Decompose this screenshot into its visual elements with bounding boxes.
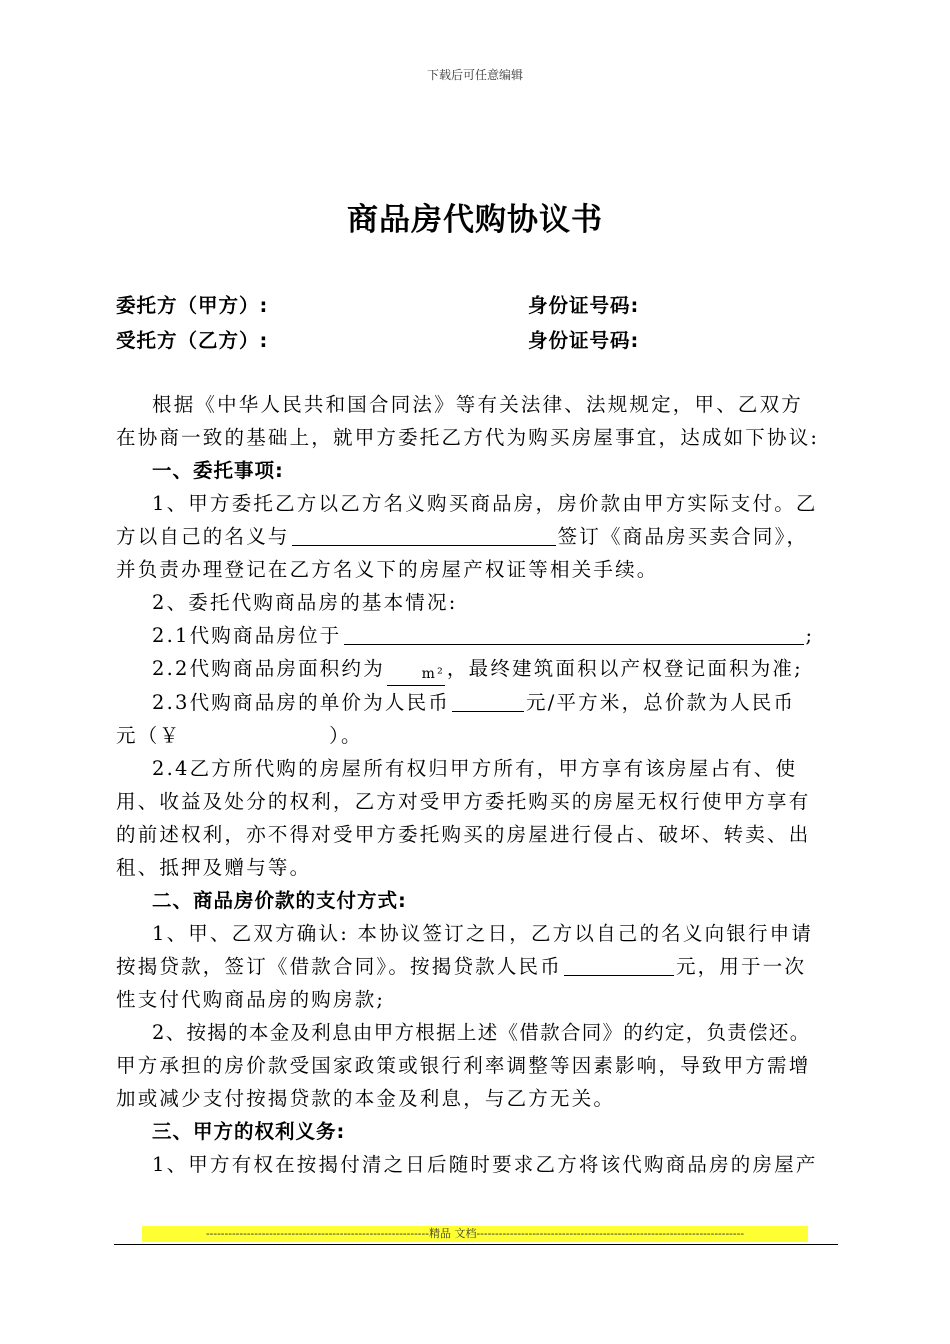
area-blank[interactable] — [387, 663, 445, 686]
s2-clause-2-line-1: 2、按揭的本金及利息由甲方根据上述《借款合同》的约定，负责偿还。 — [152, 1021, 811, 1044]
intro-line-2: 在协商一致的基础上，就甲方委托乙方代为购买房屋事宜，达成如下协议: — [116, 426, 820, 449]
s1-clause-2-2 — [116, 652, 836, 686]
principal-row — [116, 290, 640, 318]
s2-clause-1-line-2 — [116, 950, 836, 983]
footer-banner: ------------------------------------------------------------精品 文档------------------------------------------------------------------------ — [142, 1226, 808, 1242]
s1-clause-1-line-2 — [116, 520, 836, 553]
section-2-heading: 二、商品房价款的支付方式: — [152, 889, 407, 912]
total-price-label: 元/平方米，总价款为人民币 — [526, 691, 796, 714]
area-text: ，最终建筑面积以产权登记面积为准; — [446, 657, 803, 680]
agent-row — [116, 325, 640, 353]
s1-clause-1-text-b: 签订《商品房买卖合同》， — [557, 525, 809, 548]
s1-clause-2-1 — [116, 619, 836, 652]
document-body — [116, 388, 836, 1181]
footer-divider — [114, 1244, 838, 1245]
document-title: 商品房代购协议书 — [347, 202, 603, 238]
unit-price-blank[interactable] — [452, 689, 524, 712]
location-label: 2.1代购商品房位于 — [152, 624, 342, 647]
loan-amount-blank[interactable] — [564, 953, 674, 976]
area-label: 2.2代购商品房面积约为 — [152, 657, 385, 680]
section-3-heading: 三、甲方的权利义务: — [152, 1120, 346, 1143]
s1-clause-2-4-line-4: 租、抵押及赠与等。 — [116, 856, 312, 879]
loan-text: 元，用于一次 — [675, 955, 807, 978]
total-yuan-close: ）。 — [329, 724, 363, 747]
location-blank[interactable] — [344, 622, 804, 645]
principal-id-label: 身份证号码: — [528, 294, 640, 317]
s1-clause-2-4-line-3: 的前述权利，亦不得对受甲方委托购买的房屋进行侵占、破坏、转卖、出 — [116, 823, 811, 846]
s2-clause-1-line-1: 1、甲、乙双方确认: 本协议签订之日，乙方以自己的名义向银行申请 — [152, 922, 814, 945]
s2-clause-1-line-3: 性支付代购商品房的购房款; — [116, 988, 386, 1011]
total-yuan-label: 元（￥ — [116, 724, 182, 747]
header-note: 下载后可任意编辑 — [426, 68, 523, 82]
s1-clause-2-4-line-1: 2.4乙方所代购的房屋所有权归甲方所有，甲方享有该房屋占有、使 — [152, 757, 798, 780]
s1-clause-2-3-line-1 — [116, 686, 836, 719]
section-1-heading: 一、委托事项: — [152, 459, 284, 482]
s1-clause-2-3-line-2 — [116, 719, 836, 752]
agent-label: 受托方（乙方）: — [116, 329, 269, 352]
principal-label: 委托方（甲方）: — [116, 294, 269, 317]
s1-clause-1-text-a: 方以自己的名义与 — [116, 525, 290, 548]
agent-id-label: 身份证号码: — [528, 329, 640, 352]
s1-clause-1-line-3: 并负责办理登记在乙方名义下的房屋产权证等相关手续。 — [116, 558, 659, 581]
location-end: ; — [805, 624, 815, 647]
s2-clause-2-line-3: 加或减少支付按揭贷款的本金及利息，与乙方无关。 — [116, 1087, 616, 1110]
s2-clause-2-line-2: 甲方承担的房价款受国家政策或银行利率调整等因素影响，导致甲方需增 — [116, 1054, 811, 1077]
area-unit: m² — [421, 666, 445, 682]
intro-line-1: 根据《中华人民共和国合同法》等有关法律、法规规定，甲、乙双方 — [152, 393, 804, 416]
unit-price-label: 2.3代购商品房的单价为人民币 — [152, 691, 451, 714]
s1-clause-1-line-1: 1、甲方委托乙方以乙方名义购买商品房，房价款由甲方实际支付。乙 — [152, 492, 818, 515]
s3-clause-1-line-1: 1、甲方有权在按揭付清之日后随时要求乙方将该代购商品房的房屋产 — [152, 1153, 818, 1176]
seller-blank[interactable] — [292, 523, 556, 546]
s1-clause-2-4-line-2: 用、收益及处分的权利，乙方对受甲方委托购买的房屋无权行使甲方享有 — [116, 790, 811, 813]
loan-label: 按揭贷款，签订《借款合同》。按揭贷款人民币 — [116, 955, 562, 978]
s1-clause-2: 2、委托代购商品房的基本情况: — [152, 591, 458, 614]
